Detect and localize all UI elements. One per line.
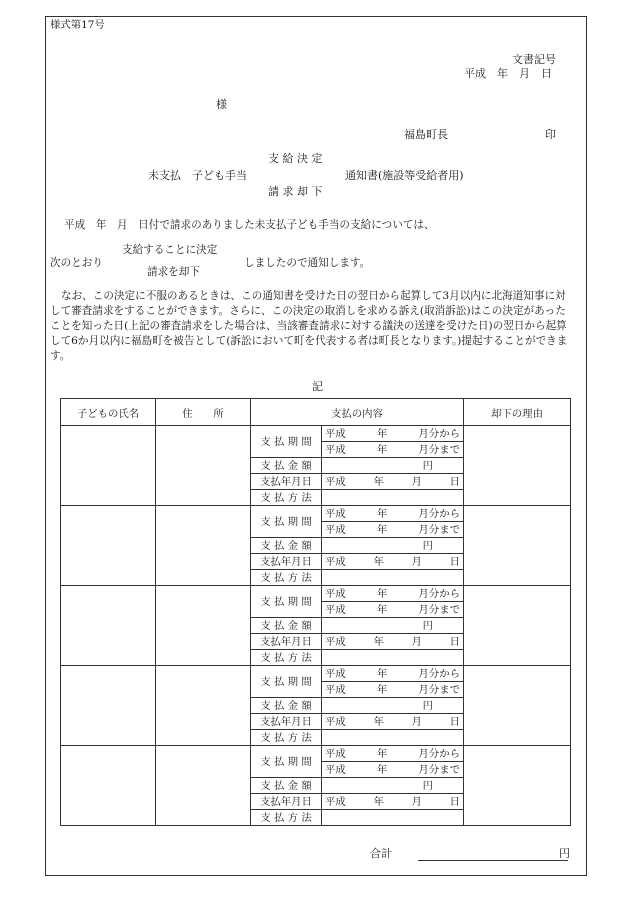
payment-details-cell	[251, 506, 464, 586]
period-to[interactable]: 平成 年 月分まで	[322, 442, 464, 458]
table-row	[61, 746, 571, 826]
method-label: 支 払 方 法	[251, 490, 322, 506]
seal-mark: 印	[545, 128, 556, 141]
period-from[interactable]: 平成 年 月分から	[322, 666, 464, 682]
payment-date-label: 支払年月日	[251, 474, 322, 490]
period-to[interactable]: 平成 年 月分まで	[322, 682, 464, 698]
addressee-suffix: 様	[216, 98, 227, 111]
method-label: 支 払 方 法	[251, 650, 322, 666]
body-paragraph-2-suffix: しましたので通知します。	[244, 257, 371, 269]
issue-date: 平成 年 月 日	[464, 67, 552, 80]
period-label: 支 払 期 間	[251, 746, 322, 778]
body-paragraph-1: 平成 年 月 日付で請求のありました未支払子ども手当の支給については、	[64, 219, 435, 231]
column-payment-details: 支払の内容	[251, 399, 464, 426]
payment-details-cell	[251, 586, 464, 666]
rejection-reason-cell[interactable]	[464, 666, 571, 746]
period-label: 支 払 期 間	[251, 506, 322, 538]
rejection-reason-cell[interactable]	[464, 586, 571, 666]
appeal-notice: なお、この決定に不服のあるときは、この通知書を受けた日の翌日から起算して3月以内に北海道知事に対して審査請求をすることができます。さらに、この決定の取消しを求める訴え(取消訴訟)はこの決定があったことを知った日(上記の審査請求をした場合は、当該審査請求に対する議決の送達を受けた日)の翌日から起算して6か月以内に福島町を被告として(訴訟において町を代表する者は町長となります。)提起することができます。	[50, 290, 568, 362]
payment-details-cell	[251, 426, 464, 506]
address-cell[interactable]	[156, 426, 251, 506]
amount-value[interactable]: 円	[322, 778, 464, 794]
payment-details-cell	[251, 746, 464, 826]
amount-label: 支 払 金 額	[251, 458, 322, 474]
amount-value[interactable]: 円	[322, 538, 464, 554]
payment-date-value[interactable]: 平成 年 月 日	[322, 634, 464, 650]
child-name-cell[interactable]	[61, 586, 156, 666]
method-label: 支 払 方 法	[251, 810, 322, 826]
period-label: 支 払 期 間	[251, 426, 322, 458]
payment-date-label: 支払年月日	[251, 714, 322, 730]
period-to[interactable]: 平成 年 月分まで	[322, 762, 464, 778]
record-marker: 記	[312, 380, 323, 393]
period-to[interactable]: 平成 年 月分まで	[322, 522, 464, 538]
rejection-reason-cell[interactable]	[464, 426, 571, 506]
choice-approve: 支給することに決定	[122, 244, 218, 256]
payment-date-label: 支払年月日	[251, 794, 322, 810]
amount-label: 支 払 金 額	[251, 538, 322, 554]
address-cell[interactable]	[156, 666, 251, 746]
period-from[interactable]: 平成 年 月分から	[322, 426, 464, 442]
body-paragraph-2-prefix: 次のとおり	[50, 257, 103, 269]
amount-label: 支 払 金 額	[251, 778, 322, 794]
title-rejection: 請 求 却 下	[268, 185, 323, 198]
column-rejection-reason: 却下の理由	[464, 399, 571, 426]
method-label: 支 払 方 法	[251, 730, 322, 746]
method-value[interactable]	[322, 570, 464, 586]
payment-date-label: 支払年月日	[251, 634, 322, 650]
amount-value[interactable]: 円	[322, 458, 464, 474]
rejection-reason-cell[interactable]	[464, 746, 571, 826]
column-child-name: 子どもの氏名	[61, 399, 156, 426]
address-cell[interactable]	[156, 586, 251, 666]
period-to[interactable]: 平成 年 月分まで	[322, 602, 464, 618]
period-label: 支 払 期 間	[251, 666, 322, 698]
address-cell[interactable]	[156, 506, 251, 586]
period-from[interactable]: 平成 年 月分から	[322, 746, 464, 762]
payment-date-label: 支払年月日	[251, 554, 322, 570]
document-number-label: 文書記号	[512, 53, 556, 66]
table-row	[61, 666, 571, 746]
title-subject: 未支払 子ども手当	[148, 169, 247, 182]
title-document-type: 通知書(施設等受給者用)	[345, 169, 464, 182]
title-decision: 支 給 決 定	[268, 152, 323, 165]
amount-value[interactable]: 円	[322, 618, 464, 634]
method-value[interactable]	[322, 490, 464, 506]
method-value[interactable]	[322, 810, 464, 826]
method-label: 支 払 方 法	[251, 570, 322, 586]
amount-label: 支 払 金 額	[251, 618, 322, 634]
payment-details-cell	[251, 666, 464, 746]
period-label: 支 払 期 間	[251, 586, 322, 618]
table-row	[61, 426, 571, 506]
total-label: 合計	[370, 847, 392, 860]
payment-date-value[interactable]: 平成 年 月 日	[322, 714, 464, 730]
table-header	[61, 399, 571, 426]
table-row	[61, 586, 571, 666]
period-from[interactable]: 平成 年 月分から	[322, 506, 464, 522]
period-from[interactable]: 平成 年 月分から	[322, 586, 464, 602]
method-value[interactable]	[322, 650, 464, 666]
table-row	[61, 506, 571, 586]
amount-value[interactable]: 円	[322, 698, 464, 714]
payment-table	[60, 398, 571, 826]
column-address: 住 所	[156, 399, 251, 426]
address-cell[interactable]	[156, 746, 251, 826]
child-name-cell[interactable]	[61, 506, 156, 586]
issuer-name: 福島町長	[404, 128, 448, 141]
payment-date-value[interactable]: 平成 年 月 日	[322, 794, 464, 810]
total-amount-line	[418, 860, 568, 861]
amount-label: 支 払 金 額	[251, 698, 322, 714]
total-unit: 円	[559, 847, 570, 860]
payment-date-value[interactable]: 平成 年 月 日	[322, 554, 464, 570]
child-name-cell[interactable]	[61, 426, 156, 506]
form-number: 様式第17号	[50, 19, 105, 31]
payment-date-value[interactable]: 平成 年 月 日	[322, 474, 464, 490]
child-name-cell[interactable]	[61, 746, 156, 826]
choice-reject: 請求を却下	[147, 266, 200, 278]
method-value[interactable]	[322, 730, 464, 746]
rejection-reason-cell[interactable]	[464, 506, 571, 586]
child-name-cell[interactable]	[61, 666, 156, 746]
